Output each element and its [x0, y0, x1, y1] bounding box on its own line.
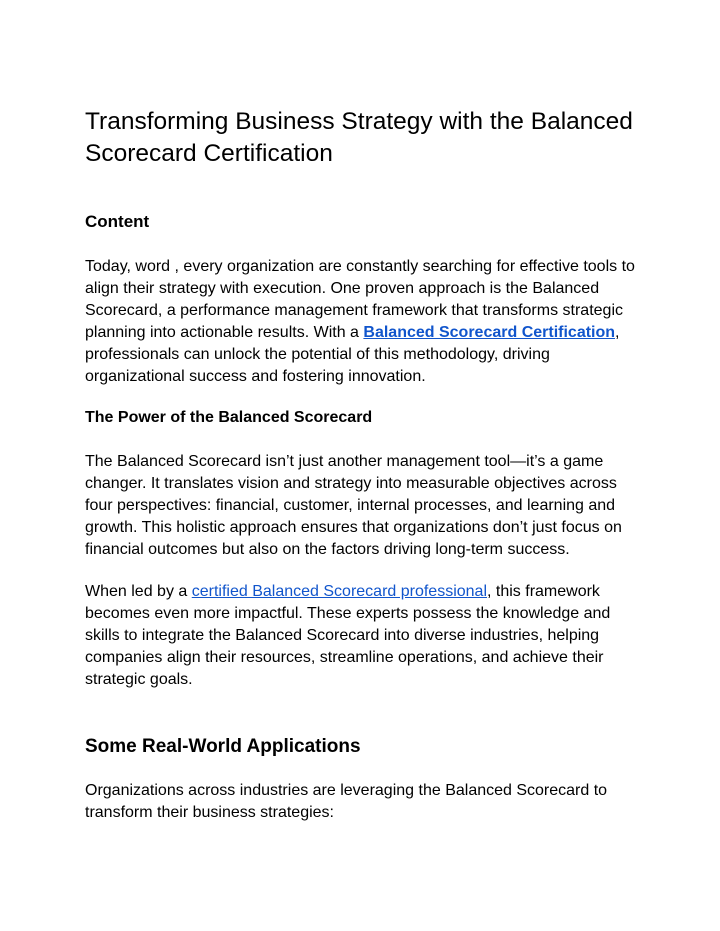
certified-professional-link[interactable]: certified Balanced Scorecard professional [191, 583, 488, 600]
professional-text-after-link: , this framework becomes even more impactful. These experts possess the knowledge and skills to integrate the Balanced Scorecard into diverse industries, helping companies align their resources, streamline operations, and achieve their strategic goals. [85, 583, 611, 688]
power-heading: The Power of the Balanced Scorecard [85, 409, 373, 426]
power-paragraph: The Balanced Scorecard isn’t just another management tool—it’s a game changer. It translates vision and strategy into measurable objectives across four perspectives: financial, customer, internal processes, and learning and growth. This holistic approach ensures that organizations don’t just focus on financial outcomes but also on the factors driving long-term success. [85, 453, 622, 558]
professional-paragraph [85, 581, 645, 691]
applications-heading: Some Real-World Applications [85, 736, 361, 757]
page-title: Transforming Business Strategy with the Balanced Scorecard Certification [85, 108, 633, 167]
intro-text-after-link: , professionals can unlock the potential of this methodology, driving organizational success and fostering innovation. [85, 324, 620, 385]
intro-text-before-link: Today, word , every organization are constantly searching for effective tools to align their strategy with execution. One proven approach is the Balanced Scorecard, a performance management framework that transforms strategic planning into actionable results. With a [85, 258, 635, 341]
content-heading: Content [85, 212, 150, 231]
professional-text-before-link: When led by a [85, 583, 192, 600]
balanced-scorecard-certification-link[interactable]: Balanced Scorecard Certification [363, 324, 616, 341]
intro-paragraph [85, 256, 645, 388]
applications-paragraph: Organizations across industries are leveraging the Balanced Scorecard to transform their business strategies: [85, 782, 608, 821]
